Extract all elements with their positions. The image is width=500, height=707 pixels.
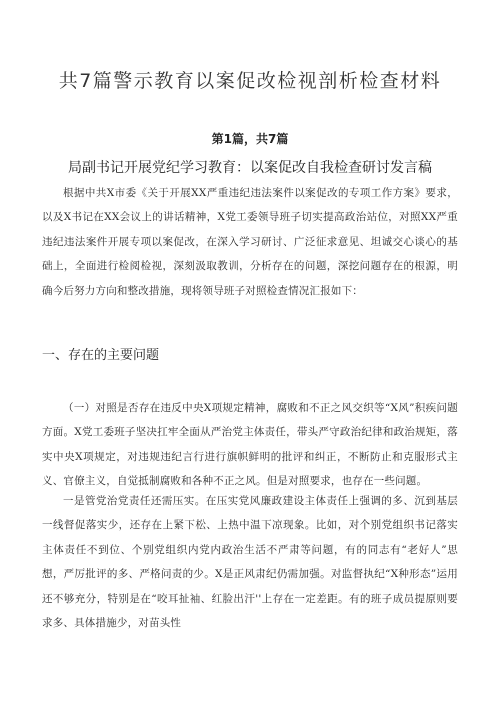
section-heading: 一、存在的主要问题 xyxy=(42,348,160,363)
article-title: 局副书记开展党纪学习教育：以案促改自我检查研讨发言稿 xyxy=(68,160,432,176)
body-paragraph-point-2: 一是管党治党责任还需压实。在压实党风廉政建设主体责任上强调的多、沉到基层一线督促落实少，还存在上紧下松、上热中温下凉现象。比如，对个别党组织书记落实主体责任不到位、个别党组织内党内政治生活不严肃等问题，有的同志有“老好人”思想，严厉批评的多、严格问责的少。X是正风肃纪仍需加强。对监督执纪“X种形态”运用还不够充分，特别是在“咬耳扯袖、红脸出汗''上存在一定差距。有的班子成员提原则要求多、具体措施少，对苗头性 xyxy=(42,495,458,630)
document-title: 共7篇警示教育以案促改检视剖析检查材料 xyxy=(58,70,442,92)
body-paragraph-intro: 根据中共X市委《关于开展XX严重违纪违法案件以案促改的专项工作方案》要求，以及X书记在XX会议上的讲话精神，X党工委领导班子切实提高政治站位，对照XX严重违纪违法案件开展专项以案促改，在深入学习研讨、广泛征求意见、坦诚交心谈心的基础上，全面进行检阅检视，深刻汲取教训，分析存在的问题，深挖问题存在的根源，明确今后努力方向和整改措施，现将领导班子对照检查情况汇报如下： xyxy=(42,187,458,297)
chapter-label: 第1篇，共7篇 xyxy=(211,132,289,146)
body-paragraph-point-1: （一）对照是否存在违反中央X项规定精神，腐败和不正之风交织等“X风”积疾问题方面。X党工委班子坚决扛牢全面从严治党主体责任，带头严守政治纪律和政治规矩，落实中央X项规定，对违规违纪言行进行旗帜鲜明的批评和纠正，不断防止和克服形式主义、官僚主义，自觉抵制腐败和各种不正之风。但是对照要求，也存在一些问题。 xyxy=(42,402,458,488)
